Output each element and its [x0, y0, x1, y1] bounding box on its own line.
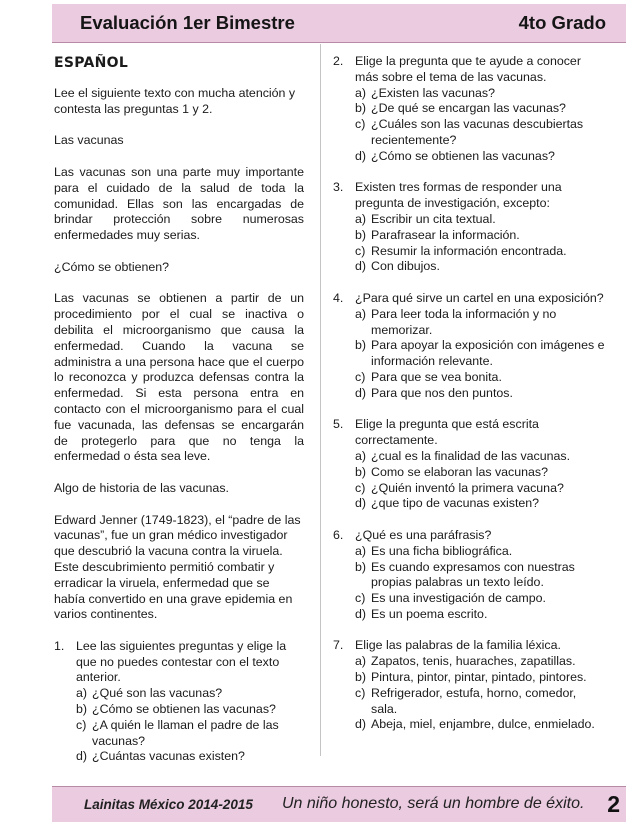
- answer-option-b[interactable]: [54, 702, 304, 718]
- question-7: [333, 638, 605, 733]
- option-letter: c): [76, 717, 87, 732]
- option-letter: d): [355, 385, 367, 400]
- option-letter: a): [355, 85, 367, 100]
- option-text: ¿Cómo se obtienen las vacunas?: [92, 702, 276, 717]
- option-text: Es una ficha bibliográfica.: [371, 543, 513, 558]
- option-text: ¿cual es la finalidad de las vacunas.: [371, 448, 571, 463]
- column-divider: [320, 44, 321, 756]
- option-letter: d): [355, 496, 367, 511]
- question-text: Elige la pregunta que te ayude a conocer más sobre el tema de las vacunas.: [355, 54, 581, 84]
- option-letter: a): [355, 448, 367, 463]
- page-number: 2: [607, 791, 620, 817]
- answer-option-d[interactable]: [333, 386, 605, 402]
- question-3: [333, 180, 605, 275]
- left-column: [54, 54, 304, 781]
- option-letter: a): [76, 686, 88, 701]
- option-text: Parafrasear la información.: [371, 227, 520, 242]
- option-text: Es un poema escrito.: [371, 606, 488, 621]
- option-text: Resumir la información encontrada.: [371, 243, 567, 258]
- option-letter: c): [355, 117, 366, 132]
- answer-option-d[interactable]: [54, 749, 304, 765]
- option-letter: b): [76, 702, 88, 717]
- question-4: [333, 291, 605, 402]
- reading-paragraph-1: Las vacunas son una parte muy importante para el cuidado de la salud de toda la comunidad. Ellas son las encargadas de brindar protección sobre numerosas enfermedades muy serias.: [54, 164, 304, 243]
- option-letter: a): [355, 211, 367, 226]
- answer-option-a[interactable]: [333, 654, 605, 670]
- option-letter: d): [355, 606, 367, 621]
- answer-option-a[interactable]: [333, 544, 605, 560]
- option-text: ¿A quién le llaman el padre de las vacunas?: [92, 717, 279, 748]
- option-text: Es una investigación de campo.: [371, 591, 546, 606]
- question-number: 1.: [54, 638, 65, 653]
- option-text: Refrigerador, estufa, horno, comedor, sala.: [371, 685, 577, 716]
- reading-instruction: Lee el siguiente texto con mucha atención y contesta las preguntas 1 y 2.: [54, 86, 296, 116]
- question-number: 5.: [333, 417, 344, 432]
- option-text: ¿De qué se encargan las vacunas?: [371, 101, 566, 116]
- right-column: [333, 54, 605, 749]
- answer-option-b[interactable]: [333, 670, 605, 686]
- answer-option-c[interactable]: [333, 244, 605, 260]
- option-text: Como se elaboran las vacunas?: [371, 464, 549, 479]
- option-letter: c): [355, 480, 366, 495]
- subject-heading: ESPAÑOL: [54, 55, 129, 71]
- question-text: Lee las siguientes preguntas y elige la que no puedes contestar con el texto anterior.: [76, 638, 287, 685]
- option-text: ¿Cuáles son las vacunas descubiertas recientemente?: [371, 117, 584, 147]
- reading-title: Las vacunas: [54, 133, 124, 148]
- answer-option-d[interactable]: [333, 607, 605, 623]
- page-header: [52, 4, 626, 43]
- option-letter: d): [76, 749, 88, 764]
- option-text: Con dibujos.: [371, 259, 440, 274]
- answer-option-c[interactable]: [333, 481, 605, 497]
- reading-paragraph-2: Las vacunas se obtienen a partir de un procedimiento por el cual se inactiva o debilita el microorganismo que causa la enfermedad. Cuando la vacuna se administra a una persona hace que el cuerpo lo reconozca y produzca defensas contra la enfermedad. Si esta persona entra en contacto con el microorganismo para el cual fue vacunada, las defensas se encargarán de protegerlo para que no tenga la enfermedad o ésta sea leve.: [54, 291, 304, 464]
- option-text: Es cuando expresamos con nuestras propias palabras un texto leído.: [371, 559, 575, 590]
- option-letter: c): [355, 243, 366, 258]
- answer-option-c[interactable]: [333, 686, 605, 718]
- option-text: ¿que tipo de vacunas existen?: [371, 496, 540, 511]
- exam-title: Evaluación 1er Bimestre: [80, 12, 295, 33]
- option-letter: b): [355, 670, 367, 685]
- option-text: Abeja, miel, enjambre, dulce, enmielado.: [371, 717, 595, 732]
- answer-option-c[interactable]: [333, 117, 605, 149]
- option-text: Pintura, pintor, pintar, pintado, pintores.: [371, 670, 587, 685]
- option-text: ¿Quién inventó la primera vacuna?: [371, 480, 564, 495]
- option-letter: b): [355, 101, 367, 116]
- question-number: 7.: [333, 638, 344, 653]
- reading-paragraph-3: Edward Jenner (1749-1823), el “padre de las vacunas”, fue un gran médico investigador que descubrió la vacuna contra la viruela. Este descubrimiento permitió combatir y erradicar la viruela, enfermedad que se había convertido en una grave epidemia en varios continentes.: [54, 512, 301, 622]
- page-footer: [52, 786, 626, 822]
- answer-option-d[interactable]: [333, 149, 605, 165]
- option-text: Para leer toda la información y no memorizar.: [371, 306, 557, 337]
- option-letter: b): [355, 559, 367, 574]
- question-text: ¿Qué es una paráfrasis?: [355, 527, 492, 542]
- answer-option-b[interactable]: [333, 101, 605, 117]
- answer-option-d[interactable]: [333, 496, 605, 512]
- option-text: ¿Cómo se obtienen las vacunas?: [371, 148, 555, 163]
- answer-option-a[interactable]: [333, 212, 605, 228]
- option-letter: b): [355, 227, 367, 242]
- option-text: ¿Existen las vacunas?: [371, 85, 495, 100]
- option-letter: a): [355, 654, 367, 669]
- question-number: 2.: [333, 54, 344, 68]
- question-6: [333, 528, 605, 623]
- answer-option-b[interactable]: [333, 560, 605, 592]
- option-letter: c): [355, 591, 366, 606]
- option-text: Escribir un cita textual.: [371, 211, 496, 226]
- answer-option-b[interactable]: [333, 338, 605, 370]
- answer-option-c[interactable]: [333, 370, 605, 386]
- option-text: ¿Cuántas vacunas existen?: [92, 749, 245, 764]
- reading-heading-3: Algo de historia de las vacunas.: [54, 480, 229, 495]
- option-letter: d): [355, 148, 367, 163]
- option-letter: d): [355, 259, 367, 274]
- question-1: [54, 639, 304, 765]
- question-text: Existen tres formas de responder una pregunta de investigación, excepto:: [355, 180, 562, 211]
- option-text: Para que se vea bonita.: [371, 369, 502, 384]
- footer-motto: Un niño honesto, será un hombre de éxito.: [282, 795, 585, 812]
- option-text: Zapatos, tenis, huaraches, zapatillas.: [371, 654, 576, 669]
- answer-option-b[interactable]: [333, 228, 605, 244]
- option-text: Para que nos den puntos.: [371, 385, 513, 400]
- question-text: Elige las palabras de la familia léxica.: [355, 638, 561, 653]
- option-letter: b): [355, 338, 367, 353]
- answer-option-a[interactable]: [333, 449, 605, 465]
- question-number: 6.: [333, 527, 344, 542]
- option-letter: c): [355, 369, 366, 384]
- answer-option-a[interactable]: [333, 86, 605, 102]
- grade-label: 4to Grado: [518, 12, 606, 33]
- answer-option-a[interactable]: [333, 307, 605, 339]
- answer-option-c[interactable]: [333, 591, 605, 607]
- answer-option-b[interactable]: [333, 465, 605, 481]
- option-text: Para apoyar la exposición con imágenes e información relevante.: [371, 338, 605, 369]
- question-2: [333, 54, 605, 165]
- answer-option-d[interactable]: [333, 717, 605, 733]
- question-5: [333, 417, 605, 512]
- answer-option-a[interactable]: [54, 686, 304, 702]
- option-letter: b): [355, 464, 367, 479]
- footer-credit: Lainitas México 2014-2015: [84, 797, 253, 812]
- option-letter: d): [355, 717, 367, 732]
- reading-heading-2: ¿Cómo se obtienen?: [54, 259, 170, 274]
- option-letter: c): [355, 685, 366, 700]
- question-text: Elige la pregunta que está escrita correctamente.: [355, 417, 539, 448]
- answer-option-d[interactable]: [333, 259, 605, 275]
- option-text: ¿Qué son las vacunas?: [92, 686, 223, 701]
- question-number: 3.: [333, 180, 344, 195]
- option-letter: a): [355, 306, 367, 321]
- question-number: 4.: [333, 290, 344, 305]
- question-text: ¿Para qué sirve un cartel en una exposición?: [355, 290, 604, 305]
- answer-option-c[interactable]: [54, 718, 304, 750]
- option-letter: a): [355, 543, 367, 558]
